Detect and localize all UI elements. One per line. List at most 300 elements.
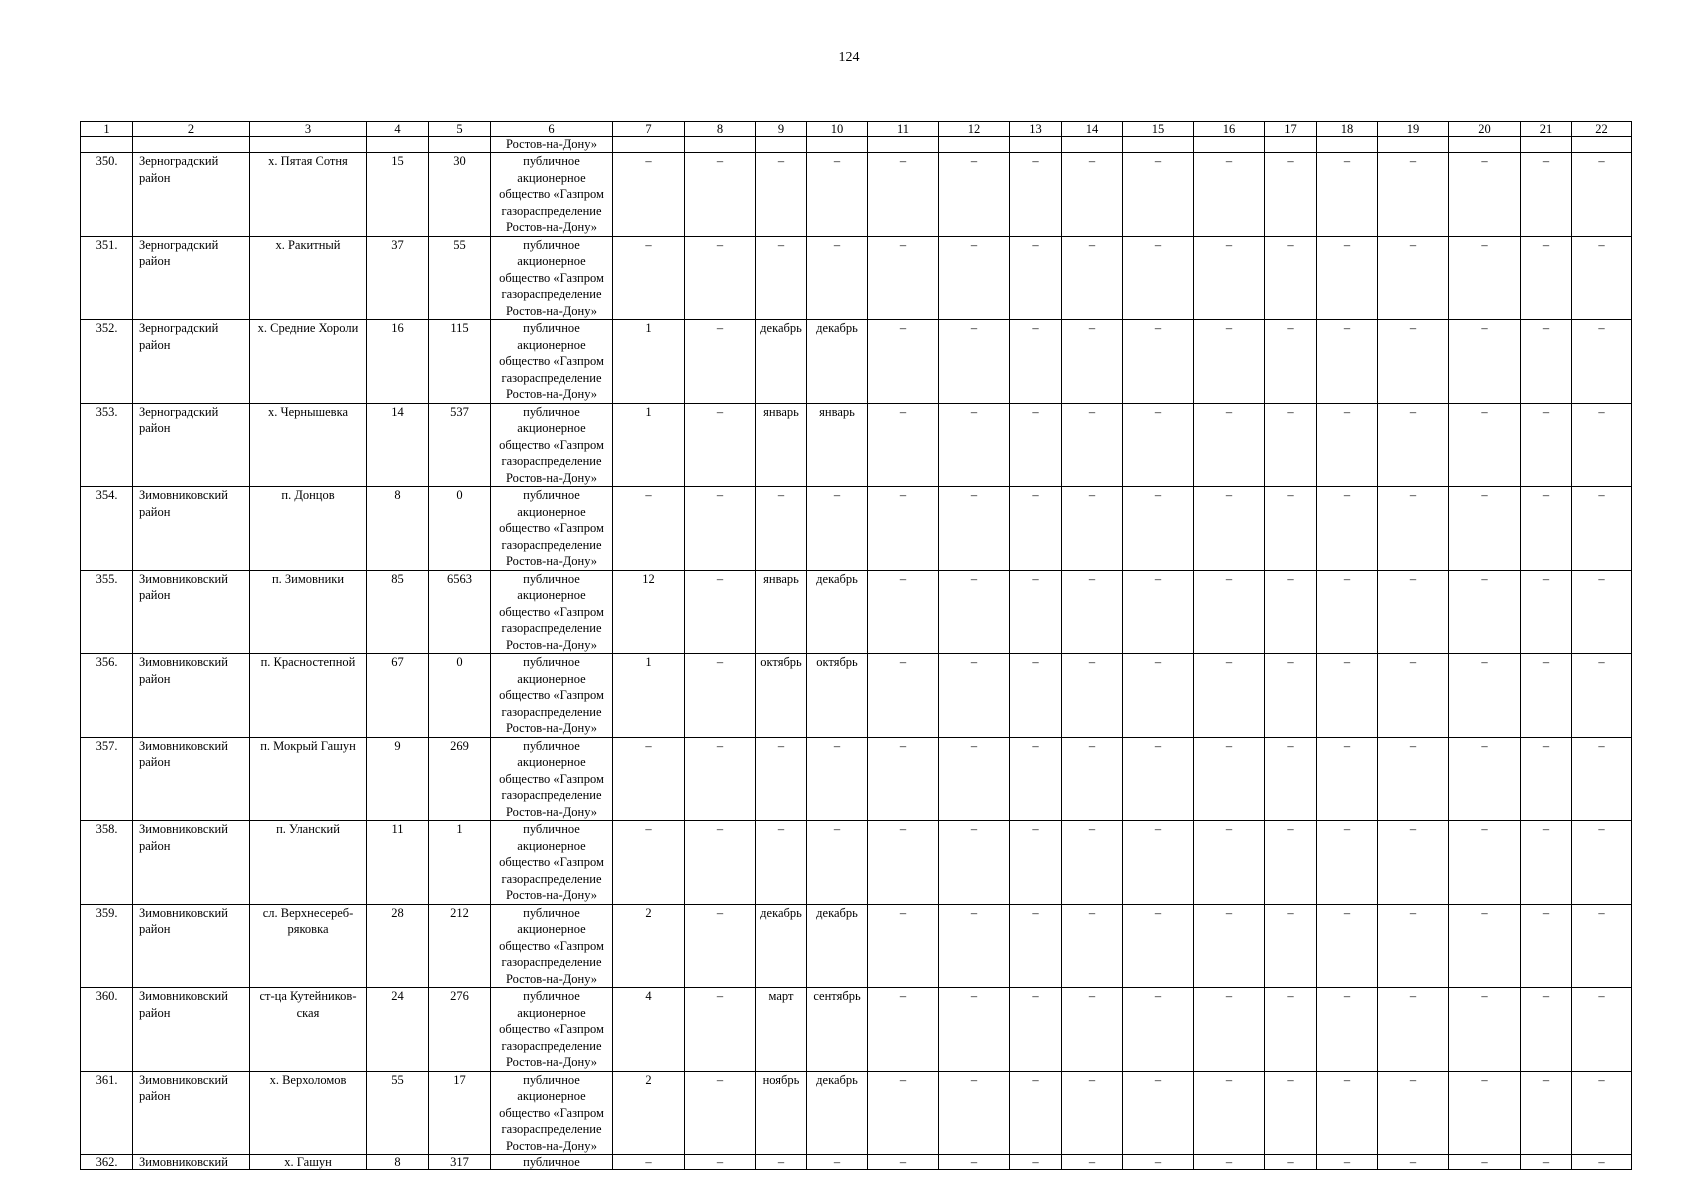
dash-cell: – [1265, 403, 1317, 487]
col10-value: январь [807, 403, 868, 487]
dash-cell: – [1572, 1071, 1632, 1155]
operator-line: Ростов-на-Дону» [505, 303, 598, 318]
district-line: Зерноградский [139, 237, 219, 252]
dash-cell: – [1194, 904, 1265, 988]
col9-value: декабрь [756, 904, 807, 988]
dash-cell: – [1062, 904, 1123, 988]
operator-cell: Ростов-на-Дону» [491, 137, 613, 153]
table-row [81, 236, 1632, 320]
operator-line: общество «Газпром [499, 688, 604, 702]
dash-cell: – [939, 403, 1010, 487]
operator-line: публичное [523, 321, 580, 335]
dash-cell: – [1265, 821, 1317, 905]
operator-line: газораспределение [501, 454, 602, 468]
operator-line: общество «Газпром [499, 855, 604, 869]
row-number: 355. [81, 570, 133, 654]
dash-cell: – [1194, 236, 1265, 320]
col10-value: – [807, 236, 868, 320]
dash-cell: – [1194, 570, 1265, 654]
operator-line: акционерное [517, 504, 586, 519]
dash-cell: – [1062, 487, 1123, 571]
operator-line: Ростов-на-Дону» [505, 1138, 598, 1153]
dash-cell: – [1062, 320, 1123, 404]
dash-cell: – [1521, 403, 1572, 487]
operator-line: Ростов-на-Дону» [505, 804, 598, 819]
empty-cell [1123, 137, 1194, 153]
operator-line: акционерное [517, 922, 586, 936]
district-cell [133, 403, 250, 487]
operator-line: публичное [523, 655, 580, 669]
operator-line: публичное [523, 571, 580, 586]
dash-cell: – [1572, 487, 1632, 571]
col4-value: 8 [367, 1155, 429, 1170]
operator-line: газораспределение [501, 1122, 602, 1136]
column-header: 20 [1449, 122, 1521, 137]
operator-cell [491, 988, 613, 1072]
operator-line: публичное [523, 822, 580, 836]
col8-value: – [685, 403, 756, 487]
dash-cell: – [868, 487, 939, 571]
dash-cell: – [1194, 654, 1265, 738]
dash-cell: – [1062, 654, 1123, 738]
continuation-row [81, 137, 1632, 153]
row-number: 359. [81, 904, 133, 988]
district-cell [133, 320, 250, 404]
col7-value: 1 [613, 320, 685, 404]
locality-line: х. Чернышевка [267, 404, 349, 419]
dash-cell: – [868, 570, 939, 654]
row-number: 358. [81, 821, 133, 905]
dash-cell: – [939, 1071, 1010, 1155]
dash-cell: – [868, 236, 939, 320]
col5-value: 6563 [429, 570, 491, 654]
col5-value: 115 [429, 320, 491, 404]
operator-line: Ростов-на-Дону» [505, 220, 598, 234]
district-cell [133, 236, 250, 320]
column-header: 6 [491, 122, 613, 137]
locality-cell [250, 236, 367, 320]
dash-cell: – [1123, 1071, 1194, 1155]
empty-cell [81, 137, 133, 153]
operator-line: публичное [523, 905, 580, 920]
col10-value: декабрь [807, 1071, 868, 1155]
empty-cell [685, 137, 756, 153]
locality-line: ряковка [287, 922, 329, 936]
district-line: район [139, 838, 171, 853]
district-line: Зимовниковский [139, 989, 228, 1003]
empty-cell [939, 137, 1010, 153]
empty-cell [133, 137, 250, 153]
col9-value: – [756, 236, 807, 320]
column-header: 2 [133, 122, 250, 137]
table-row [81, 153, 1632, 237]
locality-cell [250, 1071, 367, 1155]
operator-line: общество «Газпром [499, 354, 604, 368]
col9-value: – [756, 737, 807, 821]
dash-cell: – [1010, 153, 1062, 237]
operator-cell [491, 904, 613, 988]
dash-cell: – [1194, 403, 1265, 487]
locality-line: сл. Верхнесереб- [262, 905, 354, 920]
district-cell [133, 821, 250, 905]
locality-line: п. Зимовники [271, 571, 345, 586]
locality-line: п. Уланский [276, 822, 340, 836]
dash-cell: – [1062, 1071, 1123, 1155]
dash-cell: – [939, 737, 1010, 821]
col4-value: 28 [367, 904, 429, 988]
locality-cell [250, 403, 367, 487]
col10-value: декабрь [807, 320, 868, 404]
district-cell: Зимовниковский [133, 1155, 250, 1170]
col10-value: – [807, 487, 868, 571]
dash-cell: – [1010, 1071, 1062, 1155]
dash-cell: – [939, 904, 1010, 988]
dash-cell: – [1010, 654, 1062, 738]
dash-cell: – [1123, 570, 1194, 654]
dash-cell: – [1062, 988, 1123, 1072]
col7-value: – [613, 1155, 685, 1170]
dash-cell: – [1521, 988, 1572, 1072]
col10-value: октябрь [807, 654, 868, 738]
district-line: район [139, 922, 171, 936]
district-line: Зимовниковский [139, 1072, 228, 1087]
dash-cell: – [1317, 236, 1378, 320]
district-line: Зерноградский [139, 321, 219, 335]
dash-cell: – [1572, 904, 1632, 988]
dash-cell: – [1317, 403, 1378, 487]
locality-line: п. Мокрый Гашун [260, 738, 356, 753]
dash-cell: – [939, 654, 1010, 738]
operator-line: общество «Газпром [499, 604, 604, 619]
dash-cell: – [868, 403, 939, 487]
district-cell [133, 654, 250, 738]
col10-value: – [807, 737, 868, 821]
district-line: район [139, 337, 171, 352]
dash-cell: – [1572, 320, 1632, 404]
operator-cell [491, 570, 613, 654]
table-row [81, 737, 1632, 821]
dash-cell: – [1062, 403, 1123, 487]
dash-cell: – [1521, 487, 1572, 571]
operator-line: Ростов-на-Дону» [505, 888, 598, 902]
col5-value: 269 [429, 737, 491, 821]
col5-value: 55 [429, 236, 491, 320]
district-line: Зимовниковский [139, 738, 228, 753]
dash-cell: – [1378, 153, 1449, 237]
col8-value: – [685, 988, 756, 1072]
dash-cell: – [1449, 403, 1521, 487]
col9-value: – [756, 153, 807, 237]
column-header: 9 [756, 122, 807, 137]
dash-cell: – [1449, 487, 1521, 571]
dash-cell: – [1194, 1071, 1265, 1155]
col4-value: 85 [367, 570, 429, 654]
col10-value: сентябрь [807, 988, 868, 1072]
dash-cell: – [1449, 153, 1521, 237]
dash-cell: – [868, 988, 939, 1072]
operator-line: общество «Газпром [499, 521, 604, 535]
operator-line: публичное [523, 989, 580, 1003]
operator-line: Ростов-на-Дону» [505, 721, 598, 735]
operator-line: Ростов-на-Дону» [505, 971, 598, 986]
locality-cell [250, 487, 367, 571]
col10-value: декабрь [807, 904, 868, 988]
dash-cell: – [1194, 821, 1265, 905]
dash-cell: – [1572, 1155, 1632, 1170]
dash-cell: – [1265, 988, 1317, 1072]
dash-cell: – [1123, 654, 1194, 738]
column-header: 14 [1062, 122, 1123, 137]
operator-line: акционерное [517, 421, 586, 435]
operator-line: общество «Газпром [499, 187, 604, 201]
operator-line: акционерное [517, 1005, 586, 1020]
dash-cell: – [1449, 570, 1521, 654]
col8-value: – [685, 654, 756, 738]
locality-line: ст-ца Кутейников- [259, 989, 357, 1003]
col5-value: 276 [429, 988, 491, 1072]
col5-value: 30 [429, 153, 491, 237]
dash-cell: – [868, 320, 939, 404]
column-header: 10 [807, 122, 868, 137]
dash-cell: – [1194, 737, 1265, 821]
dash-cell: – [1378, 320, 1449, 404]
dash-cell: – [1265, 570, 1317, 654]
dash-cell: – [1265, 904, 1317, 988]
dash-cell: – [1572, 153, 1632, 237]
dash-cell: – [939, 236, 1010, 320]
operator-line: акционерное [517, 254, 586, 268]
dash-cell: – [1449, 1071, 1521, 1155]
dash-cell: – [868, 904, 939, 988]
operator-line: газораспределение [501, 203, 602, 218]
dash-cell: – [1123, 153, 1194, 237]
dash-cell: – [1378, 1155, 1449, 1170]
locality-cell [250, 988, 367, 1072]
dash-cell: – [1449, 904, 1521, 988]
operator-line: общество «Газпром [499, 771, 604, 786]
operator-cell [491, 403, 613, 487]
empty-cell [1378, 137, 1449, 153]
column-header: 8 [685, 122, 756, 137]
dash-cell: – [1265, 1071, 1317, 1155]
dash-cell: – [1010, 988, 1062, 1072]
col8-value: – [685, 737, 756, 821]
locality-cell [250, 737, 367, 821]
col9-value: октябрь [756, 654, 807, 738]
locality-line: х. Верхоломов [269, 1072, 347, 1087]
dash-cell: – [939, 821, 1010, 905]
col4-value: 24 [367, 988, 429, 1072]
operator-line: газораспределение [501, 1038, 602, 1053]
dash-cell: – [1521, 570, 1572, 654]
dash-cell: – [1378, 737, 1449, 821]
locality-cell [250, 821, 367, 905]
operator-line: газораспределение [501, 871, 602, 886]
locality-cell [250, 320, 367, 404]
empty-cell [1010, 137, 1062, 153]
col10-value: – [807, 1155, 868, 1170]
col5-value: 537 [429, 403, 491, 487]
empty-cell [807, 137, 868, 153]
column-header: 18 [1317, 122, 1378, 137]
column-header: 22 [1572, 122, 1632, 137]
dash-cell: – [1449, 821, 1521, 905]
col5-value: 317 [429, 1155, 491, 1170]
dash-cell: – [1317, 904, 1378, 988]
dash-cell: – [1572, 654, 1632, 738]
dash-cell: – [1521, 904, 1572, 988]
dash-cell: – [1572, 570, 1632, 654]
col5-value: 0 [429, 654, 491, 738]
col8-value: – [685, 1071, 756, 1155]
dash-cell: – [1521, 1155, 1572, 1170]
empty-cell [613, 137, 685, 153]
column-header: 7 [613, 122, 685, 137]
table-row [81, 904, 1632, 988]
column-header: 3 [250, 122, 367, 137]
operator-line: газораспределение [501, 788, 602, 802]
locality-cell [250, 904, 367, 988]
operator-line: акционерное [517, 838, 586, 853]
table-row [81, 988, 1632, 1072]
operator-cell [491, 654, 613, 738]
dash-cell: – [1062, 737, 1123, 821]
row-number: 352. [81, 320, 133, 404]
header-row [81, 122, 1632, 137]
column-header: 11 [868, 122, 939, 137]
row-number: 357. [81, 737, 133, 821]
dash-cell: – [1378, 654, 1449, 738]
col4-value: 15 [367, 153, 429, 237]
dash-cell: – [1572, 236, 1632, 320]
district-line: Зерноградский [139, 404, 219, 419]
empty-cell [367, 137, 429, 153]
dash-cell: – [868, 654, 939, 738]
col9-value: январь [756, 570, 807, 654]
empty-cell [756, 137, 807, 153]
col7-value: – [613, 821, 685, 905]
dash-cell: – [1010, 1155, 1062, 1170]
row-number: 361. [81, 1071, 133, 1155]
operator-line: Ростов-на-Дону» [505, 554, 598, 568]
operator-line: публичное [523, 1072, 580, 1087]
locality-line: х. Ракитный [275, 237, 341, 252]
dash-cell: – [1265, 487, 1317, 571]
operator-line: акционерное [517, 1089, 586, 1103]
district-cell [133, 1071, 250, 1155]
district-line: район [139, 254, 171, 268]
table-row [81, 570, 1632, 654]
col7-value: – [613, 153, 685, 237]
operator-line: акционерное [517, 588, 586, 602]
operator-line: общество «Газпром [499, 1105, 604, 1120]
column-header: 17 [1265, 122, 1317, 137]
operator-line: газораспределение [501, 955, 602, 969]
district-line: Зимовниковский [139, 655, 228, 669]
row-number: 354. [81, 487, 133, 571]
dash-cell: – [1062, 236, 1123, 320]
col8-value: – [685, 153, 756, 237]
col8-value: – [685, 236, 756, 320]
district-line: Зимовниковский [139, 905, 228, 920]
dash-cell: – [1572, 737, 1632, 821]
empty-cell [1449, 137, 1521, 153]
dash-cell: – [1010, 570, 1062, 654]
operator-line: публичное [523, 738, 580, 753]
col9-value: март [756, 988, 807, 1072]
dash-cell: – [868, 1155, 939, 1170]
table-row [81, 1155, 1632, 1170]
col4-value: 8 [367, 487, 429, 571]
district-line: район [139, 170, 171, 185]
district-cell [133, 904, 250, 988]
dash-cell: – [939, 320, 1010, 404]
col10-value: декабрь [807, 570, 868, 654]
dash-cell: – [1010, 236, 1062, 320]
operator-line: Ростов-на-Дону» [505, 387, 598, 401]
column-header: 19 [1378, 122, 1449, 137]
dash-cell: – [1265, 153, 1317, 237]
operator-line: газораспределение [501, 537, 602, 552]
dash-cell: – [939, 1155, 1010, 1170]
operator-line: газораспределение [501, 704, 602, 719]
dash-cell: – [1317, 153, 1378, 237]
dash-cell: – [1123, 737, 1194, 821]
col7-value: – [613, 487, 685, 571]
col4-value: 16 [367, 320, 429, 404]
col9-value: декабрь [756, 320, 807, 404]
col9-value: – [756, 1155, 807, 1170]
dash-cell: – [1123, 320, 1194, 404]
dash-cell: – [1449, 236, 1521, 320]
col7-value: 1 [613, 403, 685, 487]
operator-line: публичное [523, 154, 580, 168]
dash-cell: – [1317, 821, 1378, 905]
col5-value: 17 [429, 1071, 491, 1155]
empty-cell [250, 137, 367, 153]
column-header: 21 [1521, 122, 1572, 137]
district-line: Зимовниковский [139, 571, 228, 586]
col9-value: январь [756, 403, 807, 487]
column-header: 16 [1194, 122, 1265, 137]
operator-line: акционерное [517, 755, 586, 769]
operator-line: общество «Газпром [499, 437, 604, 452]
operator-line: публичное [523, 404, 580, 419]
dash-cell: – [1194, 153, 1265, 237]
operator-cell: публичное [491, 1155, 613, 1170]
dash-cell: – [939, 153, 1010, 237]
dash-cell: – [939, 570, 1010, 654]
dash-cell: – [1449, 320, 1521, 404]
dash-cell: – [1317, 1155, 1378, 1170]
dash-cell: – [1317, 487, 1378, 571]
dash-cell: – [1317, 988, 1378, 1072]
dash-cell: – [1265, 236, 1317, 320]
operator-line: Ростов-на-Дону» [505, 470, 598, 485]
column-header: 4 [367, 122, 429, 137]
column-header: 13 [1010, 122, 1062, 137]
dash-cell: – [1062, 570, 1123, 654]
col9-value: – [756, 821, 807, 905]
dash-cell: – [1521, 236, 1572, 320]
dash-cell: – [1317, 1071, 1378, 1155]
col5-value: 0 [429, 487, 491, 571]
dash-cell: – [1194, 988, 1265, 1072]
col8-value: – [685, 1155, 756, 1170]
operator-line: публичное [523, 488, 580, 502]
operator-line: публичное [523, 237, 580, 252]
operator-line: акционерное [517, 671, 586, 686]
